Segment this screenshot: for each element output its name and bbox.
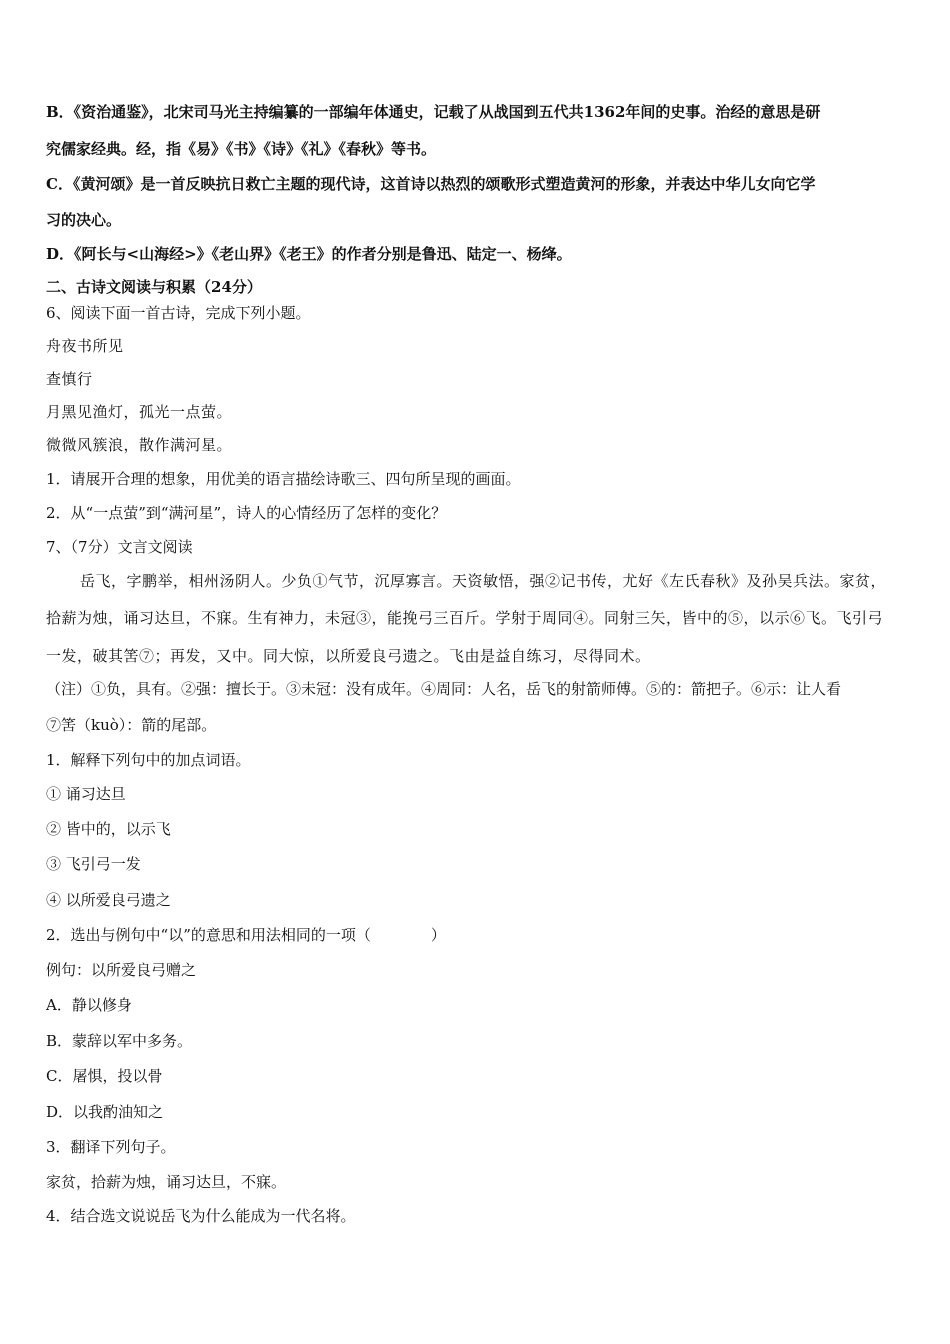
option-b-line2: 究儒家经典。经，指《易》《书》《诗》《礼》《春秋》等书。: [46, 140, 437, 158]
poem-title: 舟夜书所见: [46, 337, 124, 355]
q6-intro: 6、阅读下面一首古诗，完成下列小题。: [46, 304, 311, 322]
q7-item-4: ④ 以所爱良弓遗之: [46, 891, 171, 909]
passage-line-1: 岳飞，字鹏举，相州汤阴人。少负①气节，沉厚寡言。天资敏悟，强②记书传，尤好《左氏春秋》及孙吴兵法。家贫，: [80, 572, 887, 590]
option-c: C．屠惧，投以骨: [46, 1067, 163, 1085]
option-c-line1: C．《黄河颂》是一首反映抗日救亡主题的现代诗，这首诗以热烈的颂歌形式塑造黄河的形象，并表达中华儿女向它学: [46, 175, 816, 193]
poem-line-1: 月黑见渔灯，孤光一点萤。: [46, 403, 233, 421]
option-b: B．蒙辞以军中多务。: [46, 1032, 193, 1050]
option-c-line2: 习的决心。: [46, 211, 122, 229]
q6-sub1: 1．请展开合理的想象，用优美的语言描绘诗歌三、四句所呈现的画面。: [46, 470, 521, 488]
passage-line-3: 一发，破其筈⑦；再发，又中。同大惊，以所爱良弓遗之。飞由是益自练习，尽得同术。: [46, 647, 651, 665]
section-heading: 二、古诗文阅读与积累（24分）: [46, 278, 262, 296]
q7-sub2: 2．选出与例句中“以”的意思和用法相同的一项（ ）: [46, 926, 446, 944]
q7-sub3: 3．翻译下列句子。: [46, 1138, 176, 1156]
passage-line-2: 拾薪为烛，诵习达旦，不寐。生有神力，未冠③，能挽弓三百斤。学射于周同④。同射三矢，皆中的⑤，以示⑥飞。飞引弓: [46, 609, 884, 627]
option-a: A．静以修身: [46, 996, 132, 1014]
q7-sub4: 4．结合选文说说岳飞为什么能成为一代名将。: [46, 1207, 356, 1225]
q7-item-3: ③ 飞引弓一发: [46, 855, 141, 873]
notes-line-1: （注）①负，具有。②强：擅长于。③未冠：没有成年。④周同：人名，岳飞的射箭师傅。⑤的：箭把子。⑥示：让人看: [46, 680, 842, 698]
option-b-line1: B．《资治通鉴》，北宋司马光主持编纂的一部编年体通史，记载了从战国到五代共1362年间的史事。治经的意思是研: [46, 103, 821, 121]
q7-example: 例句：以所爱良弓赠之: [46, 961, 197, 979]
option-d: D．《阿长与<山海经>》《老山界》《老王》的作者分别是鲁迅、陆定一、杨绛。: [46, 245, 572, 263]
poem-author: 查慎行: [46, 370, 93, 388]
q7-translate: 家贫，拾薪为烛，诵习达旦，不寐。: [46, 1173, 287, 1191]
poem-line-2: 微微风簇浪，散作满河星。: [46, 436, 233, 454]
q7-intro: 7、（7分）文言文阅读: [46, 538, 193, 556]
q7-item-1: ① 诵习达旦: [46, 785, 126, 803]
option-d-q7: D．以我酌油知之: [46, 1103, 164, 1121]
notes-line-2: ⑦筈（kuò）：箭的尾部。: [46, 716, 217, 734]
q7-sub1: 1．解释下列句中的加点词语。: [46, 751, 251, 769]
q7-item-2: ② 皆中的，以示飞: [46, 820, 171, 838]
q6-sub2: 2．从“一点萤”到“满河星”，诗人的心情经历了怎样的变化？: [46, 504, 447, 522]
